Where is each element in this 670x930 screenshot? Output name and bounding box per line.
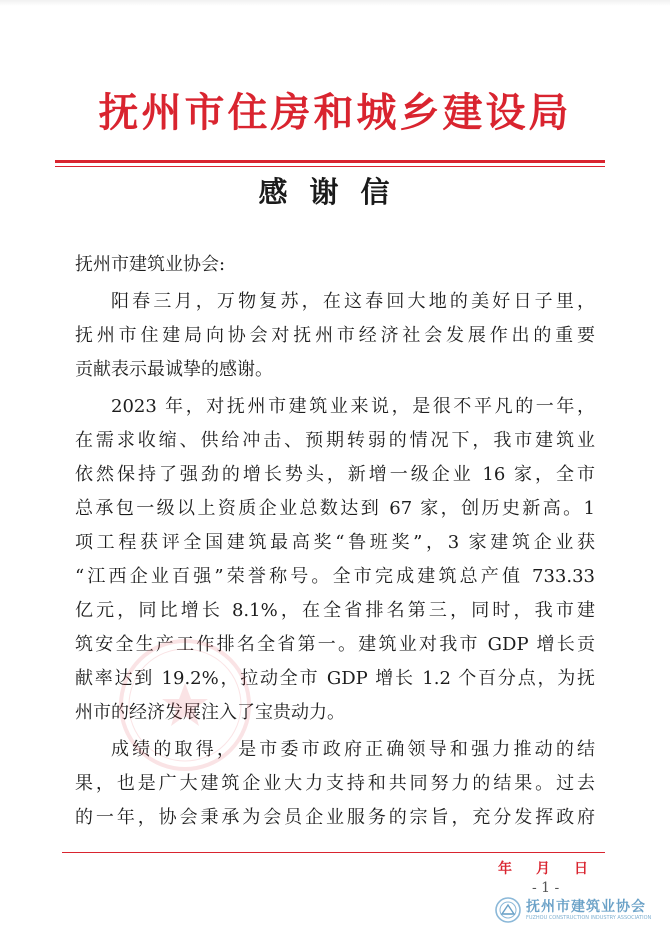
date-year-label: 年 bbox=[498, 861, 514, 877]
date-day-label: 日 bbox=[574, 861, 590, 877]
letter-title: 感谢信 bbox=[258, 175, 412, 209]
body-line: 献率达到 19.2%，拉动全市 GDP 增长 1.2 个百分点，为抚 bbox=[75, 668, 595, 689]
body-line: 依然保持了强劲的增长势头，新增一级企业 16 家，全市 bbox=[75, 464, 595, 485]
page-top-edge bbox=[0, 0, 670, 6]
page-number: - 1 - bbox=[532, 880, 560, 896]
footer-rule bbox=[62, 852, 605, 853]
watermark-name: 抚州市建筑业协会 bbox=[526, 898, 646, 915]
letterhead-org-name: 抚州市住房和城乡建设局 bbox=[98, 89, 572, 136]
body-line: 成绩的取得，是市委市政府正确领导和强力推动的结 bbox=[111, 739, 595, 760]
watermark-english: FUZHOU CONSTRUCTION INDUSTRY ASSOCIATION bbox=[526, 914, 652, 921]
body-line: 贡献表示最诚挚的感谢。 bbox=[75, 359, 273, 380]
date-month-label: 月 bbox=[536, 861, 552, 877]
body-line: 亿元，同比增长 8.1%，在全省排名第三，同时，我市建 bbox=[75, 600, 595, 621]
body-line: 果，也是广大建筑企业大力支持和共同努力的结果。过去 bbox=[75, 773, 595, 794]
letterhead-rule-thick bbox=[55, 160, 605, 163]
body-line: 筑安全生产工作排名全省第一。建筑业对我市 GDP 增长贡 bbox=[75, 634, 595, 655]
body-line: 阳春三月，万物复苏，在这春回大地的美好日子里， bbox=[111, 291, 595, 312]
association-logo-icon bbox=[495, 897, 521, 923]
body-line: 州市的经济发展注入了宝贵动力。 bbox=[75, 702, 345, 723]
date-line bbox=[498, 858, 590, 878]
body-line: 在需求收缩、供给冲击、预期转弱的情况下，我市建筑业 bbox=[75, 430, 595, 451]
letterhead-rule-thin bbox=[55, 166, 605, 167]
body-line: 2023 年，对抚州市建筑业来说，是很不平凡的一年， bbox=[111, 396, 595, 417]
body-line: 的一年，协会秉承为会员企业服务的宗旨，充分发挥政府 bbox=[75, 807, 595, 828]
body-line: 抚州市住建局向协会对抚州市经济社会发展作出的重要 bbox=[75, 325, 595, 346]
body-line: 项工程获评全国建筑最高奖“鲁班奖”，3 家建筑企业获 bbox=[75, 532, 595, 553]
association-watermark bbox=[495, 895, 665, 925]
official-seal-icon bbox=[115, 635, 255, 775]
body-line: “江西企业百强”荣誉称号。全市完成建筑总产值 733.33 bbox=[75, 566, 595, 587]
body-line: 总承包一级以上资质企业总数达到 67 家，创历史新高。1 bbox=[75, 498, 595, 519]
salutation: 抚州市建筑业协会: bbox=[75, 254, 226, 275]
